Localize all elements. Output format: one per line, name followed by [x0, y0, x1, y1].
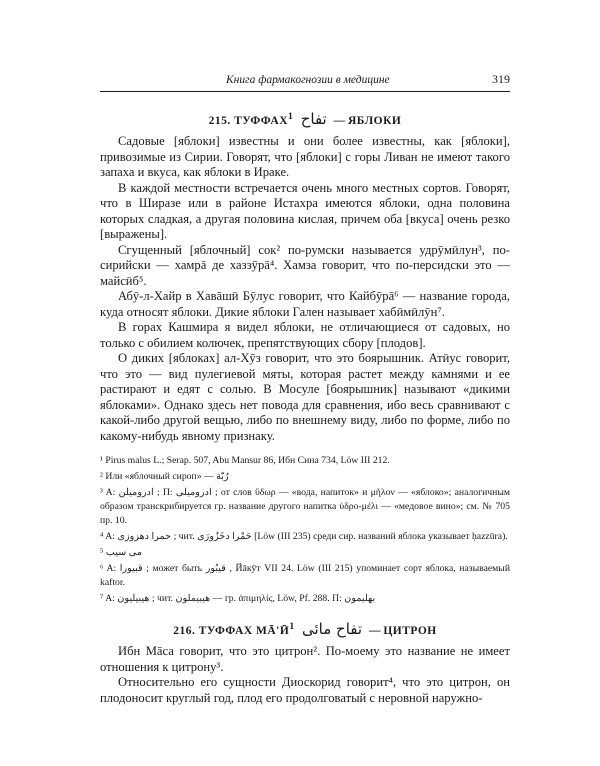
- footnote-7: ⁷ A: هیبیلیون ; чит. هیبیملون — гр. ἀπιμηλίς, Löw, Pf. 288. П: بهلیمون: [100, 593, 376, 604]
- paragraph-4: Абӯ-л-Хайр в Хавāшӣ Бӯлус говорит, что Кайбӯрā⁶ — название города, куда относят яблоки. Дикие яблоки Гален называет хабӣмӣлӯн⁷.: [100, 289, 510, 319]
- entry-heading-215-suffix: — ЯБЛОКИ: [333, 115, 402, 127]
- entry-heading-216-sup: 1: [289, 621, 295, 633]
- entry-heading-215: [100, 110, 510, 128]
- footnote-3: ³ A: ادرومیلن ; П: ادرومیلی ; от слов ὕδωρ — «вода, напиток» и μῆλον — «яблоко»; аналогичным образом транскрибируется гр. название другого напитка ὑδρο-μέλι — «медовое вино»; см. № 705 пр. 10.: [100, 487, 510, 526]
- paragraph-8: Относительно его сущности Диоскорид говорит⁴, что это цитрон, он плодоносит круглый год, плод его продолговатый с неровной наружно-: [100, 675, 510, 705]
- footnote-4: ⁴ A: حمرا دهزوزی ; чит. حَمْرا دخَزُورَی [Löw (III 235) среди сир. названий яблока указывает ḥazzūra).: [100, 531, 508, 542]
- footnote-6: ⁶ A: قبیورا ; может быть قیبُور , Йāкӯт VII 24. Löw (III 215) упоминает сорт яблока, называемый kaftor.: [100, 563, 510, 588]
- paragraph-5: В горах Кашмира я видел яблоки, не отличающиеся от садовых, но только с обилием колючек, препятствующих сбору [плодов].: [100, 320, 510, 350]
- paragraph-6: О диких [яблоках] ал-Хӯз говорит, что это боярышник. Атӣус говорит, что это — вид пулегиевой мяты, которая растет между камнями и ее растирают и едят с солью. В Мосуле [боярышник] называют «дикими яблоками». Однако здесь нет повода для сравнения, ибо весь сравнивают с какой-либо другой вещью, либо по внешнему виду, либо по форме, либо по какому-нибудь явному признаку.: [100, 351, 510, 443]
- entry-heading-215-sup: 1: [288, 111, 294, 123]
- paragraph-1: Садовые [яблоки] известны и они более известны, как [яблоки], привозимые из Сирии. Говорят, что [яблоки] с горы Ливан не имеют такого запаха и вкуса, как яблоки в Ираке.: [100, 134, 510, 179]
- paragraph-3: Сгущенный [яблочный] сок² по-румски называется удрӯмӣлун³, по-сирийски — хамрā де хаззӯрā⁴. Хамза говорит, что по-персидски это — майсӣб⁵.: [100, 242, 510, 288]
- footnote-5: ⁵ می سیب: [100, 547, 143, 558]
- entry-heading-216-suffix: — ЦИТРОН: [368, 625, 437, 637]
- paragraph-7: Ибн Мāса говорит, что это цитрон². По-моему это название не имеет отношения к цитрону³.: [100, 644, 510, 674]
- paragraph-2: В каждой местности встречается очень много местных сортов. Говорят, что в Ширазе или в районе Истахра имеются яблоки, одна половина которых сладкая, а другая половина кислая, причем оба [вкуса] очень резко [выражены].: [100, 180, 510, 241]
- entry-heading-216-prefix: 216. ТУФФАХ МĀ'Ӣ: [173, 625, 290, 637]
- book-page: [100, 72, 510, 706]
- running-head-title: Книга фармакогнозии в медицине: [226, 74, 390, 86]
- entry-heading-215-prefix: 215. ТУФФАХ: [208, 115, 289, 127]
- page-number: 319: [492, 72, 510, 86]
- entry-heading-216-arabic: تفاح مائی: [302, 620, 363, 638]
- footnote-2: ² Или «яблочный сироп» — رُبّة: [100, 471, 229, 482]
- entry-heading-216: [100, 620, 510, 638]
- entry-heading-215-arabic: تفاح: [300, 110, 327, 128]
- running-head: [100, 72, 510, 92]
- footnote-1: ¹ Pirus malus L.; Serap. 507, Abu Mansur 86, Ибн Сина 734, Löw III 212.: [100, 455, 390, 466]
